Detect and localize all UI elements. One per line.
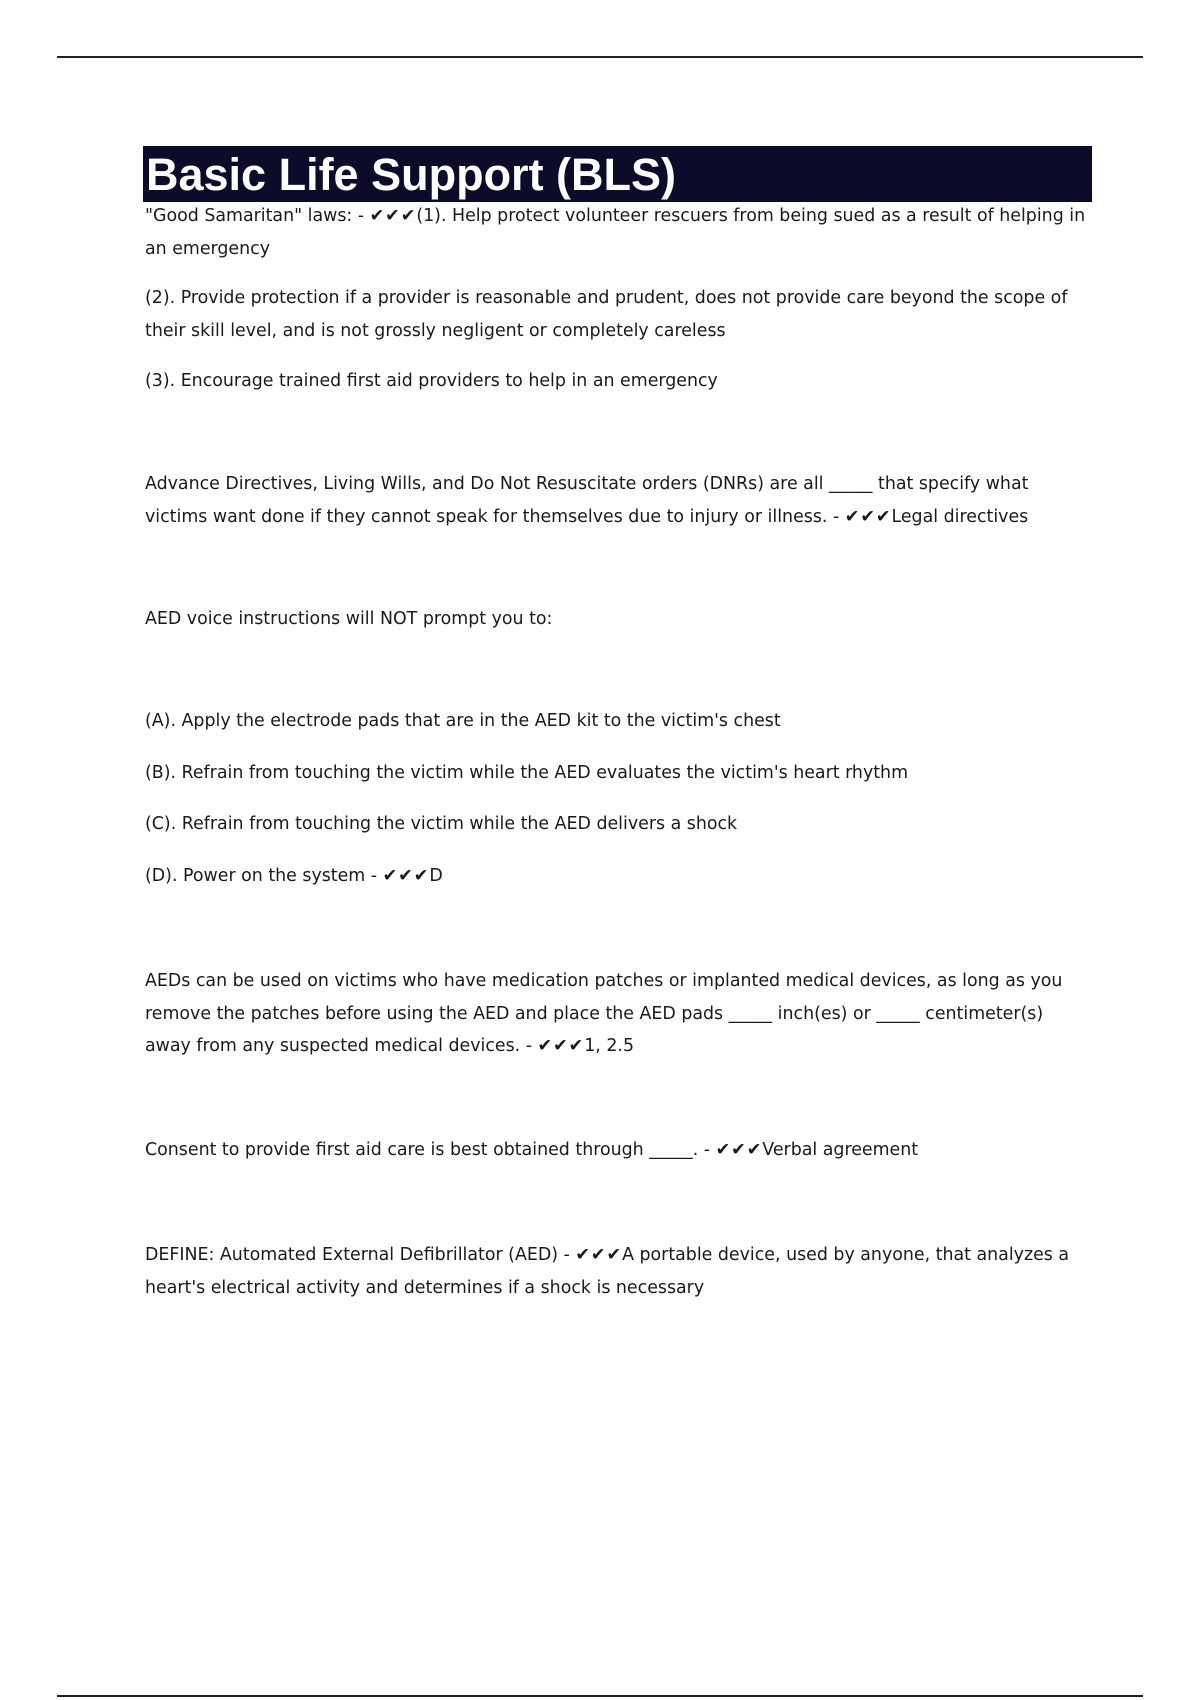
check-marks-icon: ✔✔✔ xyxy=(844,506,892,527)
option-a: (A). Apply the electrode pads that are in the AED kit to the victim's chest xyxy=(145,711,781,731)
qa-define-aed xyxy=(145,1239,1090,1304)
qa-aed-patches xyxy=(145,965,1090,1063)
answer-text: 1, 2.5 xyxy=(584,1036,635,1057)
check-marks-icon: ✔✔✔ xyxy=(537,1036,585,1057)
question-text: "Good Samaritan" laws: - xyxy=(145,206,370,226)
question-text: AEDs can be used on victims who have medication patches or implanted medical devices, as long as you remove the patches before using the AED and place the AED pads _____ inch(es) or _____ centimeter(s) away from any suspected medical devices. - xyxy=(145,971,1063,1057)
answer-text: (1). Help protect volunteer rescuers from being sued as a result of helping in an emergency xyxy=(145,206,1086,259)
check-marks-icon: ✔✔✔ xyxy=(382,866,430,886)
question-text: DEFINE: Automated External Defibrillator (AED) - xyxy=(145,1245,576,1265)
option-d xyxy=(145,860,1090,893)
answer-text: A portable device, used by anyone, that analyzes a heart's electrical activity and determines if a shock is necessary xyxy=(145,1245,1070,1298)
option-b: (B). Refrain from touching the victim while the AED evaluates the victim's heart rhythm xyxy=(145,763,909,783)
answer-item-2: (2). Provide protection if a provider is reasonable and prudent, does not provide care beyond the scope of their skill level, and is not grossly negligent or completely careless xyxy=(145,288,1068,341)
check-marks-icon: ✔✔✔ xyxy=(575,1245,623,1265)
question-text: (D). Power on the system - xyxy=(145,866,383,886)
question-aed-voice: AED voice instructions will NOT prompt you to: xyxy=(145,609,553,629)
qa-advance-directives xyxy=(145,468,1090,533)
answer-text: Verbal agreement xyxy=(762,1140,919,1160)
answer-text: D xyxy=(429,866,443,886)
page-title: Basic Life Support (BLS) xyxy=(146,149,677,200)
page-bottom-rule xyxy=(57,1695,1143,1697)
title-banner xyxy=(143,146,1092,202)
answer-text: Legal directives xyxy=(891,506,1029,527)
qa-good-samaritan xyxy=(145,200,1090,265)
qa-consent xyxy=(145,1134,1090,1167)
option-c: (C). Refrain from touching the victim while the AED delivers a shock xyxy=(145,814,738,834)
answer-item-3: (3). Encourage trained first aid providers to help in an emergency xyxy=(145,371,718,391)
question-text: Consent to provide first aid care is best obtained through _____. - xyxy=(145,1140,716,1160)
check-marks-icon: ✔✔✔ xyxy=(369,206,417,226)
page-top-rule xyxy=(57,56,1143,58)
check-marks-icon: ✔✔✔ xyxy=(715,1140,763,1160)
question-text: Advance Directives, Living Wills, and Do Not Resuscitate orders (DNRs) are all _____ that specify what victims want done if they cannot speak for themselves due to injury or illness. - xyxy=(145,474,1029,527)
